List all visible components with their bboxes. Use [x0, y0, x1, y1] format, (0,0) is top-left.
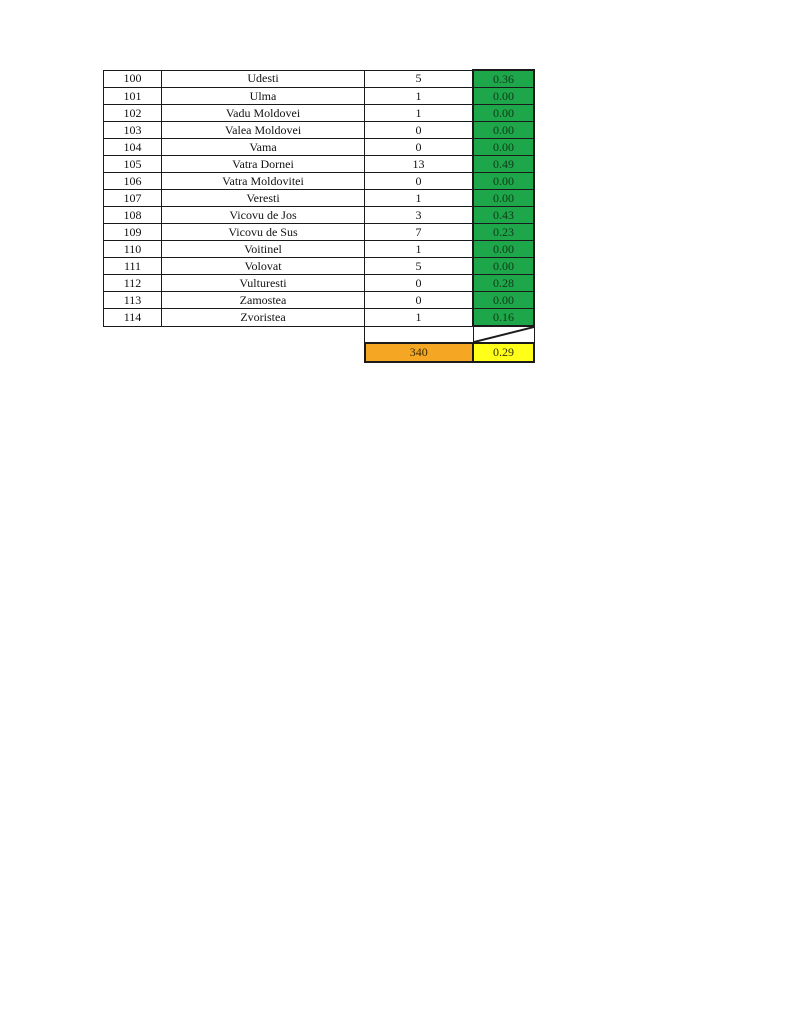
locality-name: Vicovu de Jos [162, 207, 365, 224]
total-count: 340 [365, 343, 474, 362]
locality-name: Valea Moldovei [162, 122, 365, 139]
count-value: 1 [365, 88, 474, 105]
row-number: 108 [104, 207, 162, 224]
count-value: 0 [365, 275, 474, 292]
row-number: 106 [104, 173, 162, 190]
ratio-value: 0.00 [473, 122, 534, 139]
locality-name: Ulma [162, 88, 365, 105]
row-number: 102 [104, 105, 162, 122]
row-number: 100 [104, 70, 162, 88]
ratio-value: 0.00 [473, 139, 534, 156]
locality-name: Vatra Dornei [162, 156, 365, 173]
count-value: 1 [365, 105, 474, 122]
ratio-value: 0.00 [473, 105, 534, 122]
empty-count-cell [365, 326, 474, 343]
locality-name: Zamostea [162, 292, 365, 309]
blank-cell [162, 326, 365, 343]
diagonal-line-icon [474, 327, 534, 342]
row-number: 109 [104, 224, 162, 241]
count-value: 3 [365, 207, 474, 224]
count-value: 1 [365, 241, 474, 258]
ratio-value: 0.43 [473, 207, 534, 224]
count-value: 0 [365, 173, 474, 190]
table-row [104, 139, 535, 156]
locality-name: Vulturesti [162, 275, 365, 292]
row-number: 111 [104, 258, 162, 275]
table-row [104, 207, 535, 224]
count-value: 0 [365, 122, 474, 139]
table-row [104, 275, 535, 292]
table-row [104, 88, 535, 105]
table-row [104, 292, 535, 309]
table-row [104, 309, 535, 327]
count-value: 7 [365, 224, 474, 241]
locality-name: Zvoristea [162, 309, 365, 327]
table-row [104, 156, 535, 173]
row-number: 110 [104, 241, 162, 258]
row-number: 114 [104, 309, 162, 327]
row-number: 101 [104, 88, 162, 105]
count-value: 1 [365, 190, 474, 207]
blank-cell [104, 343, 162, 362]
ratio-value: 0.00 [473, 173, 534, 190]
row-number: 103 [104, 122, 162, 139]
ratio-value: 0.00 [473, 241, 534, 258]
total-ratio: 0.29 [473, 343, 534, 362]
ratio-value: 0.28 [473, 275, 534, 292]
table-row [104, 258, 535, 275]
ratio-value: 0.00 [473, 258, 534, 275]
locality-table [103, 69, 535, 363]
row-number: 105 [104, 156, 162, 173]
locality-name: Vatra Moldovitei [162, 173, 365, 190]
locality-name: Vama [162, 139, 365, 156]
locality-name: Vicovu de Sus [162, 224, 365, 241]
totals-row [104, 343, 535, 362]
ratio-value: 0.16 [473, 309, 534, 327]
row-number: 104 [104, 139, 162, 156]
blank-cell [104, 326, 162, 343]
locality-name: Udesti [162, 70, 365, 88]
ratio-value: 0.00 [473, 88, 534, 105]
count-value: 5 [365, 70, 474, 88]
row-number: 113 [104, 292, 162, 309]
locality-name: Veresti [162, 190, 365, 207]
spacer-row [104, 326, 535, 343]
table-row [104, 224, 535, 241]
row-number: 107 [104, 190, 162, 207]
table-row [104, 122, 535, 139]
count-value: 0 [365, 139, 474, 156]
blank-cell [162, 343, 365, 362]
count-value: 13 [365, 156, 474, 173]
locality-name: Voitinel [162, 241, 365, 258]
ratio-value: 0.49 [473, 156, 534, 173]
table-row [104, 190, 535, 207]
table-row [104, 173, 535, 190]
table-row [104, 70, 535, 88]
count-value: 1 [365, 309, 474, 327]
locality-name: Vadu Moldovei [162, 105, 365, 122]
locality-name: Volovat [162, 258, 365, 275]
ratio-value: 0.36 [473, 70, 534, 88]
ratio-value: 0.23 [473, 224, 534, 241]
count-value: 0 [365, 292, 474, 309]
table-row [104, 241, 535, 258]
table-row [104, 105, 535, 122]
count-value: 5 [365, 258, 474, 275]
ratio-value: 0.00 [473, 190, 534, 207]
ratio-value: 0.00 [473, 292, 534, 309]
diagonal-cell [473, 326, 534, 343]
row-number: 112 [104, 275, 162, 292]
